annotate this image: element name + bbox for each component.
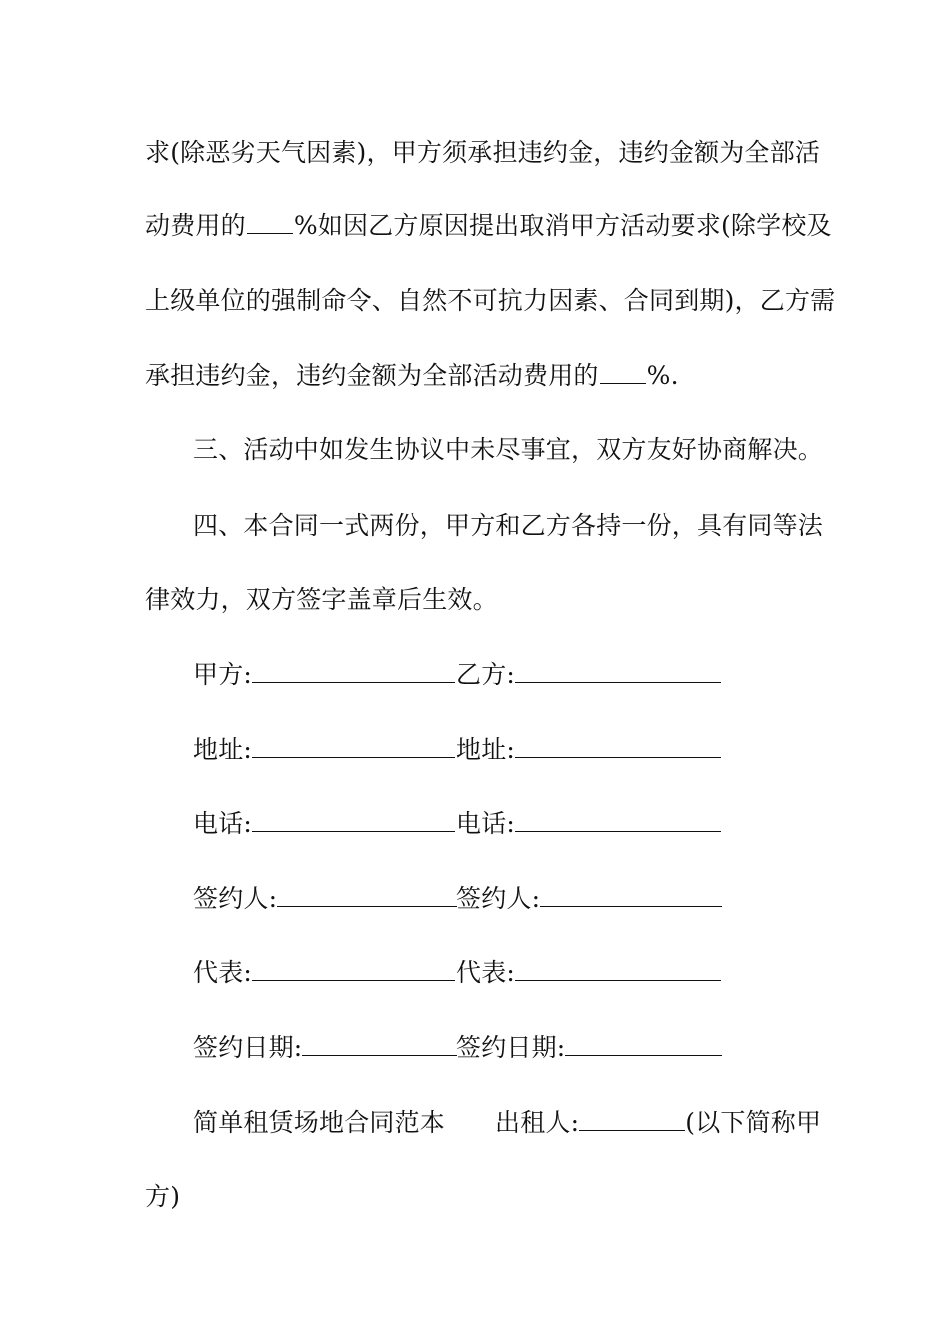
paragraph-line: [145, 356, 810, 396]
fill-in-blank: [247, 207, 293, 234]
party-b-field: [456, 730, 721, 770]
party-a-field: [193, 1028, 457, 1068]
signature-row: [193, 953, 810, 993]
field-label: 乙方:: [456, 660, 516, 689]
signature-blank: [515, 656, 721, 683]
signature-blank: [565, 1029, 722, 1056]
party-b-field: [456, 953, 721, 993]
paragraph-line: [145, 281, 836, 321]
signature-blank: [515, 954, 721, 981]
text: 四、本合同一式两份，甲方和乙方各持一份，具有同等法: [193, 511, 824, 540]
paragraph-line: [145, 206, 832, 246]
text: 三、活动中如发生协议中未尽事宜，双方友好协商解决。: [193, 435, 824, 464]
paragraph-line: [193, 506, 824, 546]
text: 承担违约金，违约金额为全部活动费用的: [145, 361, 599, 390]
field-label: 签约日期:: [193, 1033, 303, 1062]
field-label: 签约日期:: [456, 1033, 566, 1062]
paragraph-line: [145, 133, 821, 173]
field-label: 代表:: [456, 958, 516, 987]
text: %如因乙方原因提出取消甲方活动要求(除学校及: [293, 211, 832, 240]
signature-blank: [252, 656, 455, 683]
next-contract-line: [193, 1103, 822, 1143]
signature-blank: [515, 805, 721, 832]
party-b-field: [456, 1028, 722, 1068]
field-label: 甲方:: [193, 660, 253, 689]
text: %.: [646, 361, 679, 390]
fill-in-blank: [600, 357, 646, 384]
party-b-field: [456, 879, 722, 919]
party-a-field: [193, 804, 455, 844]
text: 求(除恶劣天气因素)，甲方须承担违约金，违约金额为全部活: [145, 138, 821, 167]
party-b-field: [456, 655, 721, 695]
signature-blank: [540, 880, 722, 907]
field-label: 电话:: [456, 809, 516, 838]
signature-row: [193, 804, 810, 844]
lessor-note: (以下简称甲: [685, 1108, 822, 1137]
contract-title: 简单租赁场地合同范本: [193, 1108, 446, 1137]
signature-row: [193, 730, 810, 770]
signature-row: [193, 1028, 810, 1068]
signature-blank: [252, 731, 455, 758]
field-label: 代表:: [193, 958, 253, 987]
lessor-blank: [579, 1104, 685, 1131]
signature-blank: [252, 805, 455, 832]
text: 动费用的: [145, 211, 246, 240]
party-a-field: [193, 655, 455, 695]
field-label: 电话:: [193, 809, 253, 838]
field-label: 地址:: [456, 735, 516, 764]
party-a-field: [193, 730, 455, 770]
signature-blank: [252, 954, 455, 981]
party-a-field: [193, 879, 457, 919]
signature-blank: [515, 731, 721, 758]
paragraph-line: [145, 1177, 810, 1217]
field-label: 地址:: [193, 735, 253, 764]
field-label: 签约人:: [456, 884, 541, 913]
party-a-field: [193, 953, 455, 993]
paragraph-line: [193, 430, 824, 470]
lessor-label: 出租人:: [495, 1108, 580, 1137]
paragraph-line: [145, 580, 810, 620]
signature-row: [193, 655, 810, 695]
text: 上级单位的强制命令、自然不可抗力因素、合同到期)，乙方需: [145, 286, 836, 315]
signature-blank: [277, 880, 457, 907]
field-label: 签约人:: [193, 884, 278, 913]
signature-row: [193, 879, 810, 919]
text: 方): [145, 1182, 181, 1211]
text: 律效力，双方签字盖章后生效。: [145, 585, 498, 614]
party-b-field: [456, 804, 721, 844]
signature-blank: [302, 1029, 457, 1056]
